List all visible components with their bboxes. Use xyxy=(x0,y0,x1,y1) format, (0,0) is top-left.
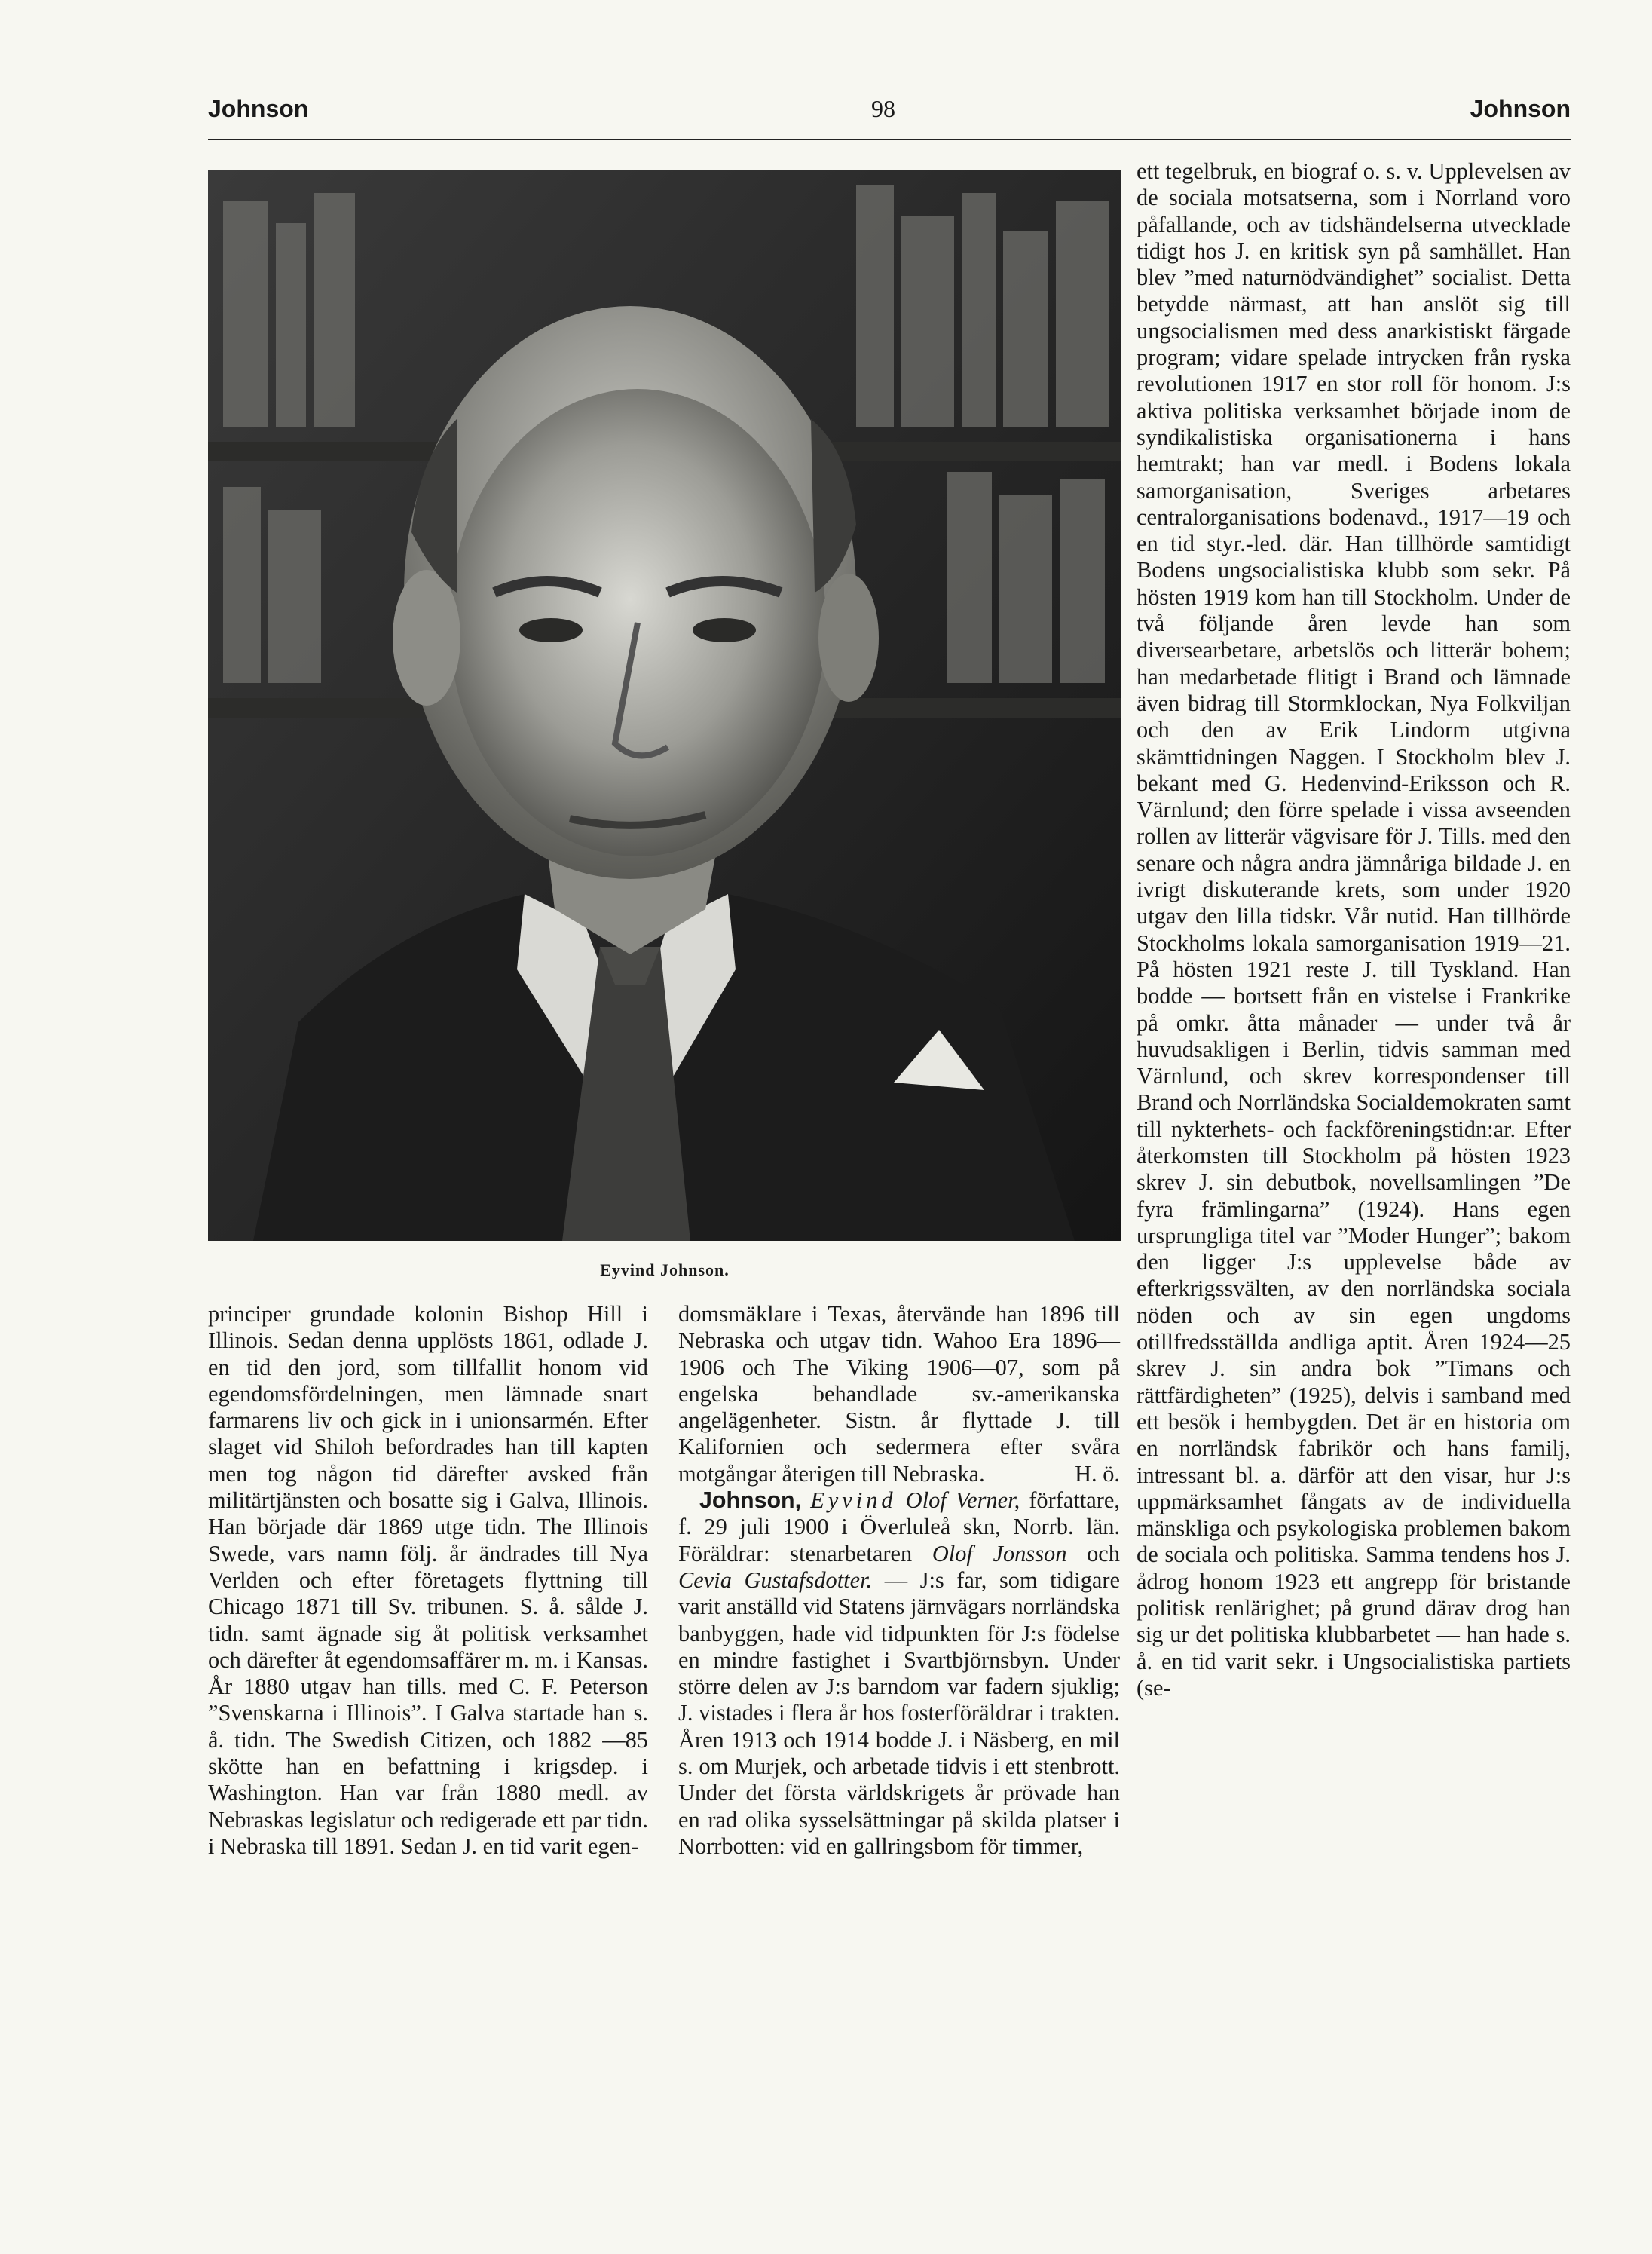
author-signature: H. ö. xyxy=(1075,1460,1120,1487)
father-name: Olof Jonsson xyxy=(932,1540,1067,1566)
running-head-right: Johnson xyxy=(1470,95,1571,122)
middle-column xyxy=(678,1301,1120,1860)
conjunction: och xyxy=(1087,1540,1120,1566)
entry-given-name-rest: Olof Verner, xyxy=(905,1487,1020,1514)
entry-eyvind-johnson xyxy=(678,1487,1120,1860)
entry-body-2: — J:s far, som tidigare varit anställd vid Statens järnvägars norrländska banbyggen, hade vid tidpunkten för J:s födelse en mindre fastighet i Svartbjörnsbyn. Under större delen av J:s barndom var fadern sjuklig; J. vistades i flera år hos fosterföräldrar i trakten. Åren 1913 och 1914 bodde J. i Näsberg, en mil s. om Murjek, och arbetade tidvis i ett stenbrott. Under det första världskrigets år prövade han en rad olika sysselsättningar på skilda platser i Norrbotten: vid en gallringsbom för timmer, xyxy=(678,1566,1120,1859)
mother-name: Cevia Gustafsdotter. xyxy=(678,1566,873,1593)
left-column xyxy=(208,1301,648,1860)
running-head-left: Johnson xyxy=(208,95,309,122)
entry-given-name: Eyvind xyxy=(810,1487,897,1514)
right-column xyxy=(1137,158,1571,1701)
header-rule xyxy=(208,139,1571,140)
entry-headword: Johnson, xyxy=(699,1487,802,1514)
left-column-text: principer grundade kolonin Bishop Hill i Illinois. Sedan denna upplösts 1861, odlade J. en tid den jord, som tillfallit honom vid egendomsfördelningen, men lämnade snart farmarens liv och gick in i unionsarmén. Efter slaget vid Shiloh befordrades han till kapten men tog någon tid därefter avsked från militärtjänsten och bosatte sig i Galva, Illinois. Han började där 1869 utge tidn. The Illinois Swede, vars namn följ. år ändrades till Nya Verlden och efter företagets flyttning till Chicago 1871 till Sv. tribunen. S. å. sålde J. tidn. samt ägnade sig åt politisk verksamhet och därefter åt egendomsaffärer m. m. i Kansas. År 1880 utgav han tills. med C. F. Peterson ”Svenskarna i Illinois”. I Galva startade han s. å. tidn. The Swedish Citizen, och 1882 —85 skötte han en befattning i krigsdep. i Washington. Han var från 1880 medl. av Nebraskas legislatur och redigerade ett par tidn. i Nebraska till 1891. Sedan J. en tid varit egen- xyxy=(208,1301,648,1859)
middle-column-paragraph xyxy=(678,1301,1120,1487)
previous-entry-text: domsmäklare i Texas, återvände han 1896 till Nebraska och utgav tidn. Wahoo Era 1896—1906 och The Viking 1906—07, som på engelska behandlade sv.-amerikanska angelägenheter. Sistn. år flyttade J. till Kalifornien och sedermera efter svåra motgångar återigen till Nebraska. xyxy=(678,1301,1120,1487)
right-column-text: ett tegelbruk, en biograf o. s. v. Upplevelsen av de sociala motsatserna, som i Norrland voro påfallande, och av tidshändelserna utvecklade tidigt hos J. en kritisk syn på samhället. Han blev ”med naturnödvändighet” socialist. Detta betydde närmast, att han anslöt sig till ungsocialismen med dess anarkistiskt färgade program; vidare spelade intrycken från ryska revolutionen 1917 en stor roll för honom. J:s aktiva politiska verksamhet började inom de syndikalistiska organisationerna i hans hemtrakt; han var medl. i Bodens lokala samorganisation, Sveriges arbetares centralorganisations bodenavd., 1917—19 och en tid styr.-led. där. Han tillhörde samtidigt Bodens ungsocialistiska klubb som sekr. På hösten 1919 kom han till Stockholm. Under de två följande åren levde han som diversearbetare, arbetslös och litterär bohem; han medarbetade flitigt i Brand och lämnade även bidrag till Stormklockan, Nya Folkviljan och den av Erik Lindorm utgivna skämttidningen Naggen. I Stockholm blev J. bekant med G. Hedenvind-Eriksson och R. Värnlund; den förre spelade i vissa avseenden rollen av litterär vägvisare för J. Tills. med den senare och några andra jämnåriga bildade J. en ivrigt diskuterande krets, som under 1920 utgav den lilla tidskr. Vår nutid. Han tillhörde Stockholms lokala samorganisation 1919—21. På hösten 1921 reste J. till Tyskland. Han bodde — bortsett från en vistelse i Frankrike på omkr. åtta månader — under två år huvudsakligen i Berlin, tidvis samman med Värnlund, och skrev korrespondenser till Brand och Norrländska Socialdemokraten samt till nykterhets- och fackföreningstidn:ar. Efter återkomsten till Stockholm på hösten 1923 skrev J. sin debutbok, novellsamlingen ”De fyra främlingarna” (1924). Hans egen ursprungliga titel var ”Moder Hunger”; bakom den ligger J:s upplevelse både av efterkrigssvälten, av den norrländska sociala nöden och av sin egen ungdoms otillfredsställda andliga aptit. Åren 1924—25 skrev J. sin andra bok ”Timans och rättfärdigheten” (1925), delvis i samband med ett besök i hembygden. Det är en historia om en norrländsk fabrikör och hans familj, intressant bl. a. därför att den visar, hur J:s uppmärksamhet fångats av de individuella mänskliga och psykologiska problemen bakom de sociala och politiska. Samma tendens hos J. ådrog honom 1923 ett angrepp för bristande politisk renlärighet; på grund därav drog han sig ur det politiska klubbarbetet — han hade s. å. en tid varit sekr. i Ungsocialistiska partiets (se- xyxy=(1137,158,1571,1701)
photo-caption: Eyvind Johnson. xyxy=(600,1260,730,1279)
page-number: 98 xyxy=(871,95,895,122)
portrait-photo xyxy=(208,170,1121,1241)
entry-body-1: författare, f. 29 juli 1900 i Överluleå skn, Norrb. län. Föräldrar: stenarbetaren xyxy=(678,1487,1120,1566)
